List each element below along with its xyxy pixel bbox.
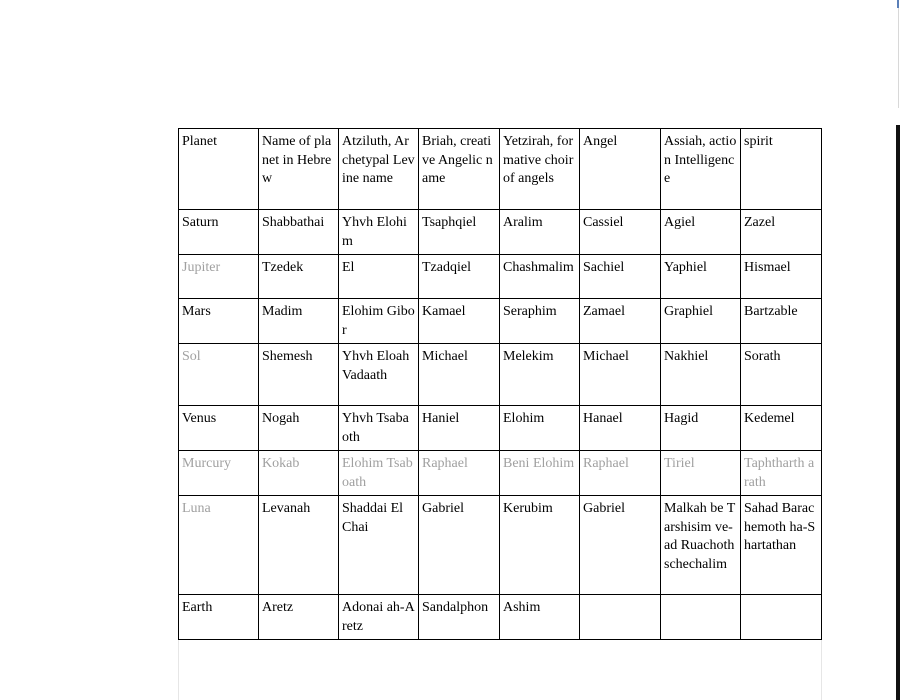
header-cell: Angel xyxy=(580,129,661,210)
header-cell: Assiah, action Intelligence xyxy=(661,129,741,210)
table-row-earth xyxy=(179,595,822,640)
table-cell: Kerubim xyxy=(500,496,580,595)
table-cell: Levanah xyxy=(259,496,339,595)
header-cell: Atziluth, Archetypal Levine name xyxy=(339,129,419,210)
table-cell: Seraphim xyxy=(500,299,580,344)
header-cell: spirit xyxy=(741,129,822,210)
table-cell: Beni Elohim xyxy=(500,451,580,496)
table-cell: Bartzable xyxy=(741,299,822,344)
table-cell: Jupiter xyxy=(179,255,259,299)
table-cell: Madim xyxy=(259,299,339,344)
table-cell: Aretz xyxy=(259,595,339,640)
table-cell: Hagid xyxy=(661,406,741,451)
table-row-sol xyxy=(179,344,822,406)
table-row-luna xyxy=(179,496,822,595)
table-cell xyxy=(741,595,822,640)
table-cell: Graphiel xyxy=(661,299,741,344)
table-cell: Earth xyxy=(179,595,259,640)
table-cell: Luna xyxy=(179,496,259,595)
table-cell: Shabbathai xyxy=(259,210,339,255)
table-cell: Sol xyxy=(179,344,259,406)
header-cell: Briah, creative Angelic name xyxy=(419,129,500,210)
table-cell: Tsaphqiel xyxy=(419,210,500,255)
table-cell: Sorath xyxy=(741,344,822,406)
table-cell: Hismael xyxy=(741,255,822,299)
table-cell: Gabriel xyxy=(419,496,500,595)
table-cell: Ashim xyxy=(500,595,580,640)
table-row-jupiter xyxy=(179,255,822,299)
header-cell: Planet xyxy=(179,129,259,210)
header-cell: Name of planet in Hebrew xyxy=(259,129,339,210)
table-cell: Saturn xyxy=(179,210,259,255)
table-cell: Sachiel xyxy=(580,255,661,299)
table-cell: Hanael xyxy=(580,406,661,451)
table-row-mars xyxy=(179,299,822,344)
table-cell: Elohim xyxy=(500,406,580,451)
window-edge-bar xyxy=(896,125,900,700)
table-cell: Kokab xyxy=(259,451,339,496)
table-cell: Gabriel xyxy=(580,496,661,595)
table-cell: Yhvh Eloah Vadaath xyxy=(339,344,419,406)
table-cell: Sandalphon xyxy=(419,595,500,640)
table-cell: Malkah be Tarshisim ve-ad Ruachoth schechalim xyxy=(661,496,741,595)
table-row-saturn xyxy=(179,210,822,255)
table-cell: Yhvh Elohim xyxy=(339,210,419,255)
table-cell: Mars xyxy=(179,299,259,344)
table-cell: Raphael xyxy=(419,451,500,496)
table-cell: Murcury xyxy=(179,451,259,496)
header-cell: Yetzirah, formative choir of angels xyxy=(500,129,580,210)
table-row-murcury xyxy=(179,451,822,496)
table-cell: Tzadqiel xyxy=(419,255,500,299)
table-cell: Shaddai El Chai xyxy=(339,496,419,595)
table-cell: Adonai ah-Aretz xyxy=(339,595,419,640)
table-row-venus xyxy=(179,406,822,451)
table-cell: Taphtharth arath xyxy=(741,451,822,496)
table-cell: Michael xyxy=(580,344,661,406)
table-cell: Nakhiel xyxy=(661,344,741,406)
window-edge-line xyxy=(898,8,899,108)
table-cell: Venus xyxy=(179,406,259,451)
table-cell: Yhvh Tsabaoth xyxy=(339,406,419,451)
scroll-marker xyxy=(897,0,899,8)
table-cell: Aralim xyxy=(500,210,580,255)
table-cell: Zamael xyxy=(580,299,661,344)
table-cell: Tiriel xyxy=(661,451,741,496)
table-cell: Shemesh xyxy=(259,344,339,406)
table-cell: Nogah xyxy=(259,406,339,451)
table-cell: Melekim xyxy=(500,344,580,406)
table-cell: Elohim Gibor xyxy=(339,299,419,344)
table-cell: Tzedek xyxy=(259,255,339,299)
table-cell: Sahad Barachemoth ha-Shartathan xyxy=(741,496,822,595)
table-cell: Yaphiel xyxy=(661,255,741,299)
table-cell: Cassiel xyxy=(580,210,661,255)
table-cell: Zazel xyxy=(741,210,822,255)
planet-correspondence-table xyxy=(178,128,822,640)
table-header-row xyxy=(179,129,822,210)
table-cell: Elohim Tsaboath xyxy=(339,451,419,496)
table-cell: Chashmalim xyxy=(500,255,580,299)
table-cell: Agiel xyxy=(661,210,741,255)
table-cell: Kedemel xyxy=(741,406,822,451)
table-cell: Kamael xyxy=(419,299,500,344)
table-cell: Michael xyxy=(419,344,500,406)
table-cell: Raphael xyxy=(580,451,661,496)
table-cell xyxy=(661,595,741,640)
table-cell: Haniel xyxy=(419,406,500,451)
table-cell xyxy=(580,595,661,640)
table-cell: El xyxy=(339,255,419,299)
